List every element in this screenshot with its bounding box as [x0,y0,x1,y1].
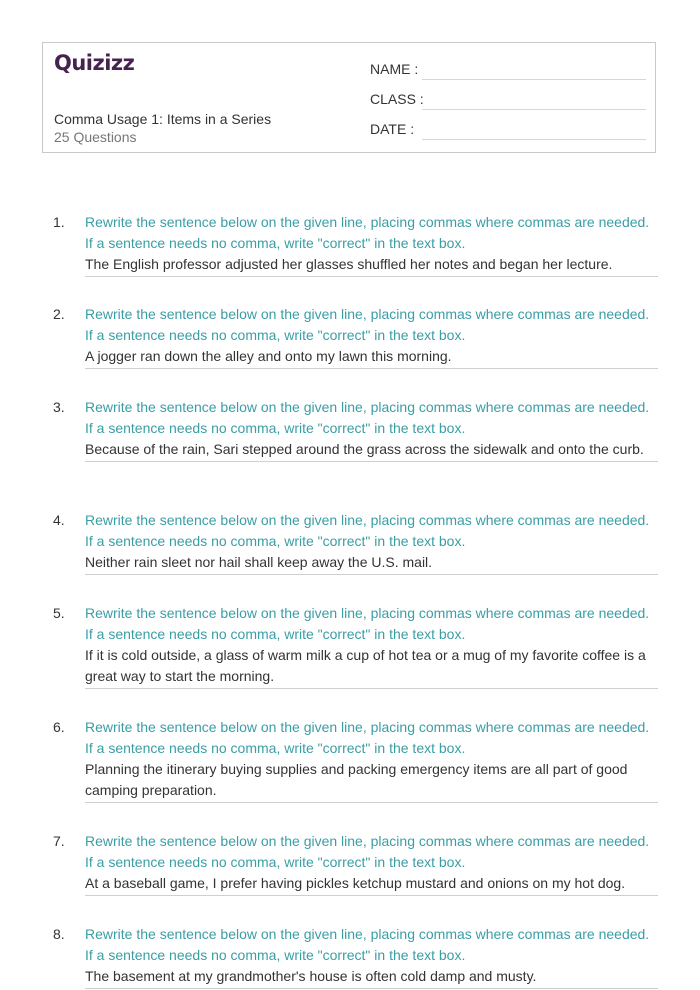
question-sentence[interactable]: The English professor adjusted her glasses shuffled her notes and began her lecture. [85,254,658,277]
class-field[interactable] [370,91,646,111]
question-body [85,924,658,989]
question-number: 2. [53,306,65,322]
class-line[interactable] [422,109,646,110]
question-number: 7. [53,833,65,849]
question-sentence[interactable]: The basement at my grandmother's house is often cold damp and musty. [85,966,658,989]
question-number: 4. [53,512,65,528]
question-sentence[interactable]: If it is cold outside, a glass of warm milk a cup of hot tea or a mug of my favorite coffee is a great way to start the morning. [85,645,658,689]
question-number: 1. [53,214,65,230]
question-instruction: Rewrite the sentence below on the given line, placing commas where commas are needed. If a sentence needs no comma, write "correct" in the text box. [85,719,650,756]
question-body [85,510,658,575]
question-instruction: Rewrite the sentence below on the given line, placing commas where commas are needed. If a sentence needs no comma, write "correct" in the text box. [85,833,650,870]
question-body [85,304,658,369]
question-number: 5. [53,605,65,621]
question-instruction: Rewrite the sentence below on the given line, placing commas where commas are needed. If a sentence needs no comma, write "correct" in the text box. [85,605,650,642]
question-body [85,831,658,896]
question-instruction: Rewrite the sentence below on the given line, placing commas where commas are needed. If a sentence needs no comma, write "correct" in the text box. [85,926,650,963]
question-instruction: Rewrite the sentence below on the given line, placing commas where commas are needed. If a sentence needs no comma, write "correct" in the text box. [85,306,650,343]
class-label: CLASS : [370,91,424,107]
question-instruction: Rewrite the sentence below on the given line, placing commas where commas are needed. If a sentence needs no comma, write "correct" in the text box. [85,512,650,549]
date-line[interactable] [422,139,646,140]
question-body [85,603,658,689]
name-line[interactable] [422,79,646,80]
question-sentence[interactable]: Because of the rain, Sari stepped around the grass across the sidewalk and onto the curb. [85,439,658,462]
quizizz-logo: Quizizz [54,51,135,75]
date-field[interactable] [370,121,646,141]
question-number: 6. [53,719,65,735]
question-count: 25 Questions [54,129,137,145]
date-label: DATE : [370,121,415,137]
question-sentence[interactable]: A jogger ran down the alley and onto my lawn this morning. [85,346,658,369]
name-field[interactable] [370,61,646,81]
worksheet-title: Comma Usage 1: Items in a Series [54,111,272,127]
question-body [85,397,658,462]
question-body [85,717,658,803]
name-label: NAME : [370,61,419,77]
question-body [85,212,658,277]
question-instruction: Rewrite the sentence below on the given line, placing commas where commas are needed. If a sentence needs no comma, write "correct" in the text box. [85,399,650,436]
worksheet-header [42,42,656,153]
question-sentence[interactable]: Planning the itinerary buying supplies and packing emergency items are all part of good camping preparation. [85,759,658,803]
question-instruction: Rewrite the sentence below on the given line, placing commas where commas are needed. If a sentence needs no comma, write "correct" in the text box. [85,214,650,251]
question-sentence[interactable]: Neither rain sleet nor hail shall keep away the U.S. mail. [85,552,658,575]
question-number: 8. [53,926,65,942]
question-sentence[interactable]: At a baseball game, I prefer having pickles ketchup mustard and onions on my hot dog. [85,873,658,896]
question-number: 3. [53,399,65,415]
